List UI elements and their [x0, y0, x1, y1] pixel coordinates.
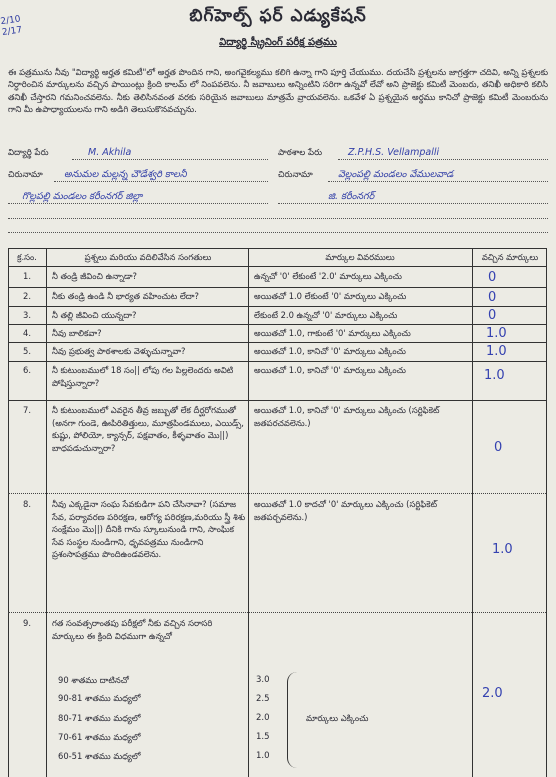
- row-9-no: 9.: [23, 618, 31, 628]
- header-sno: క్ర.సం.: [17, 252, 37, 262]
- address-value[interactable]: అనుమల మల్లన్న చౌడేశ్వరి కాలనీ: [64, 169, 187, 180]
- header-marks-details: మార్కుల వివరములు: [325, 252, 395, 262]
- school-name-value[interactable]: Z.P.H.S. Vellampalli: [348, 147, 440, 158]
- row-3-marks: లేకుంటే 2.0 ఉన్నచో '0' మార్కులు ఎక్కించు: [254, 310, 398, 320]
- instructions-paragraph: ఈ పత్రమును నీవు "విద్యార్థి అర్హత కమిటీ"లో అర్హత పొందిన గాని, అంగవైకల్యము కలిగి ఉన్నా గాని పూర్తి చేయుము. దయచేసి ప్రశ్నలను జాగ్రత్తగా చదివి, అన్ని ప్రశ్నలకు నిర్ధారించిన మార్కులను వచ్చిన పాయింట్లు క్రింది కాలమ్ లో నింపవలెను. నీ జవాబులు అన్నింటిని సరిగా ఉన్నవో లేవో అని ప్రాజెక్టు కమిటీ మెంబరు, తనిఖీ అధికారి కలిసి తనిఖీ చేస్తారని గమనించవలెను. నీకు తెలిసినవంత వరకు సరియైన జవాబులు మాత్రమే వ్రాయవలెను. ఒకవేళ ఏ ప్రశ్నయైన అర్థము కానిచో ప్రాజెక్టు కమిటీ మెంబరును గాని మీ ఉపాధ్యాయులను గాని అడిగి తెలుసుకొనవచ్చును.: [8, 67, 548, 115]
- range-2-marks: 2.5: [256, 694, 270, 704]
- row-5-no: 5.: [23, 346, 31, 356]
- row-2-no: 2.: [23, 291, 31, 301]
- student-name-value[interactable]: M. Akhila: [88, 147, 132, 158]
- row-2-question: నీకు తండ్రి ఉండి నీ భార్యత వహించుట లేదా?: [52, 291, 199, 301]
- row-6-marks: అయితచో 1.0, కానిచో '0' మార్కులు ఎక్కించు: [254, 365, 406, 375]
- row-5-marks: అయితచో 1.0, కానిచో '0' మార్కులు ఎక్కించు: [254, 346, 406, 356]
- row-2-score[interactable]: 0: [488, 290, 497, 305]
- row-3-score[interactable]: 0: [488, 308, 497, 323]
- name-row: [8, 148, 548, 162]
- range-5-marks: 1.0: [256, 751, 270, 761]
- address-row: [8, 170, 548, 184]
- form-subtitle: విద్యార్థి స్క్రీనింగ్ పరీక్ష పత్రము: [219, 37, 337, 48]
- row-8-marks: అయితచో 1.0 కాదచో '0' మార్కులు ఎక్కించు (సర్టిఫికెట్ జతపర్చవలెను.): [254, 499, 438, 522]
- row-1-score[interactable]: 0: [488, 270, 497, 285]
- row-4-marks: అయితచో 1.0, గాకుంటే '0' మార్కులు ఎక్కించు: [254, 328, 411, 338]
- row-5-score[interactable]: 1.0: [486, 344, 507, 359]
- range-3-label: 80-71 శాతము మధ్యలో: [58, 713, 141, 723]
- row-7-marks: అయితచో 1.0, కానిచో '0' మార్కులు ఎక్కించు (సర్టిఫికెట్ జతపరచవలెను.): [254, 405, 440, 428]
- stamp-line-1: 2/10: [0, 14, 22, 28]
- row-1-no: 1.: [23, 271, 31, 281]
- row-8-question: నీవు ఎక్కడైనా సంఘ సేవకుడిగా పని చేసినావా? (సమాజ సేవ, పర్యావరణ పరిరక్షణ, ఆరోగ్య పరిరక్షణ,మరియు స్త్రీ శిశు సంక్షేమం మొ||) దీనికి గాను స్కూలునుండి గాని, సాంఘిక సేవ సంస్థల నుండిగాని, ధృవపత్రము నుండిగాని ప్రశంసాపత్రము పొందిఉండవలెను.: [52, 499, 246, 560]
- row-9-marks: మార్కులు ఎక్కించు: [306, 713, 369, 723]
- address-label: చిరునామా: [8, 170, 43, 180]
- student-name-label: విద్యార్థి పేరు: [8, 148, 49, 158]
- row-6-question: నీ కుటుంబములో 18 సం|| లోపు గల పిల్లలెందరు అవిటి పోషిస్తున్నారా?: [52, 365, 234, 388]
- range-1-label: 90 శాతము దాటినచో: [58, 675, 129, 685]
- row-9-score[interactable]: 2.0: [482, 686, 503, 701]
- address2-label: చిరునామా: [278, 170, 313, 180]
- row-8-no: 8.: [23, 499, 31, 509]
- header-questions: ప్రశ్నలు మరియు వదిలివేసిన సంగతులు: [84, 252, 212, 262]
- stamp-line-2: 2/17: [1, 25, 23, 39]
- row-4-question: నీవు బాలికవా?: [52, 328, 102, 338]
- row-7-score[interactable]: 0: [494, 440, 503, 455]
- range-4-marks: 1.5: [256, 732, 270, 742]
- row-7-question: నీ కుటుంబములో ఎవరైన తీవ్ర జబ్బుతో లేక దీర్ఘరోగముతో (అనగా గుండె, ఊపిరితిత్తులు, మూత్రపిండములు, ఎయిడ్స్, కుష్టు, పోలియో, క్యాన్సర్, పక్షవాతం, కీళ్ళవాతం మొ||) బాధపడుచున్నారా?: [52, 405, 244, 453]
- address-row-2: [8, 192, 548, 206]
- address2-line2[interactable]: జి. కరీంనగర్: [328, 191, 375, 202]
- marks-brace: [287, 672, 298, 768]
- row-4-no: 4.: [23, 328, 31, 338]
- row-6-score[interactable]: 1.0: [484, 368, 505, 383]
- header-marks-obtained: వచ్చిన మార్కులు: [481, 252, 539, 262]
- range-2-label: 90-81 శాతము మధ్యలో: [58, 693, 141, 703]
- row-9-question: గత సంవత్సరాంతపు పరీక్షలో నీకు వచ్చిన సరాసరి మార్కులు ఈ క్రింది విధముగా ఉన్నచో: [52, 618, 213, 641]
- row-2-marks: అయితచో 1.0 లేకుంటే '0' మార్కులు ఎక్కించు: [254, 291, 407, 301]
- form-title: బిగ్‌హెల్ప్ ఫర్ ఎడ్యుకేషన్: [189, 6, 367, 26]
- row-1-question: నీ తండ్రి జీవించి ఉన్నాడా?: [52, 271, 138, 281]
- row-5-question: నీవు ప్రభుత్వ పాఠశాలకు వెళ్ళుచున్నావా?: [52, 346, 186, 356]
- row-1-marks: ఉన్నచో '0' లేకుంటే '2.0' మార్కులు ఎక్కించు: [254, 271, 402, 281]
- row-3-question: నీ తల్లి జీవించి యున్నదా?: [52, 310, 137, 320]
- row-7-no: 7.: [23, 405, 31, 415]
- range-5-label: 60-51 శాతము మధ్యలో: [58, 751, 141, 761]
- range-1-marks: 3.0: [256, 675, 270, 685]
- range-4-label: 70-61 శాతము మధ్యలో: [58, 732, 141, 742]
- address2-value[interactable]: వెల్లంపల్లి మండలం వేములవాడ: [338, 169, 454, 180]
- row-3-no: 3.: [23, 310, 31, 320]
- row-6-no: 6.: [23, 365, 31, 375]
- school-name-label: పాఠశాల పేరు: [278, 148, 323, 158]
- row-8-score[interactable]: 1.0: [492, 542, 513, 557]
- row-4-score[interactable]: 1.0: [486, 326, 507, 341]
- range-3-marks: 2.0: [256, 713, 270, 723]
- address-line2[interactable]: గొల్లపల్లి మండలం కరీంనగర్ జిల్లా: [22, 191, 143, 202]
